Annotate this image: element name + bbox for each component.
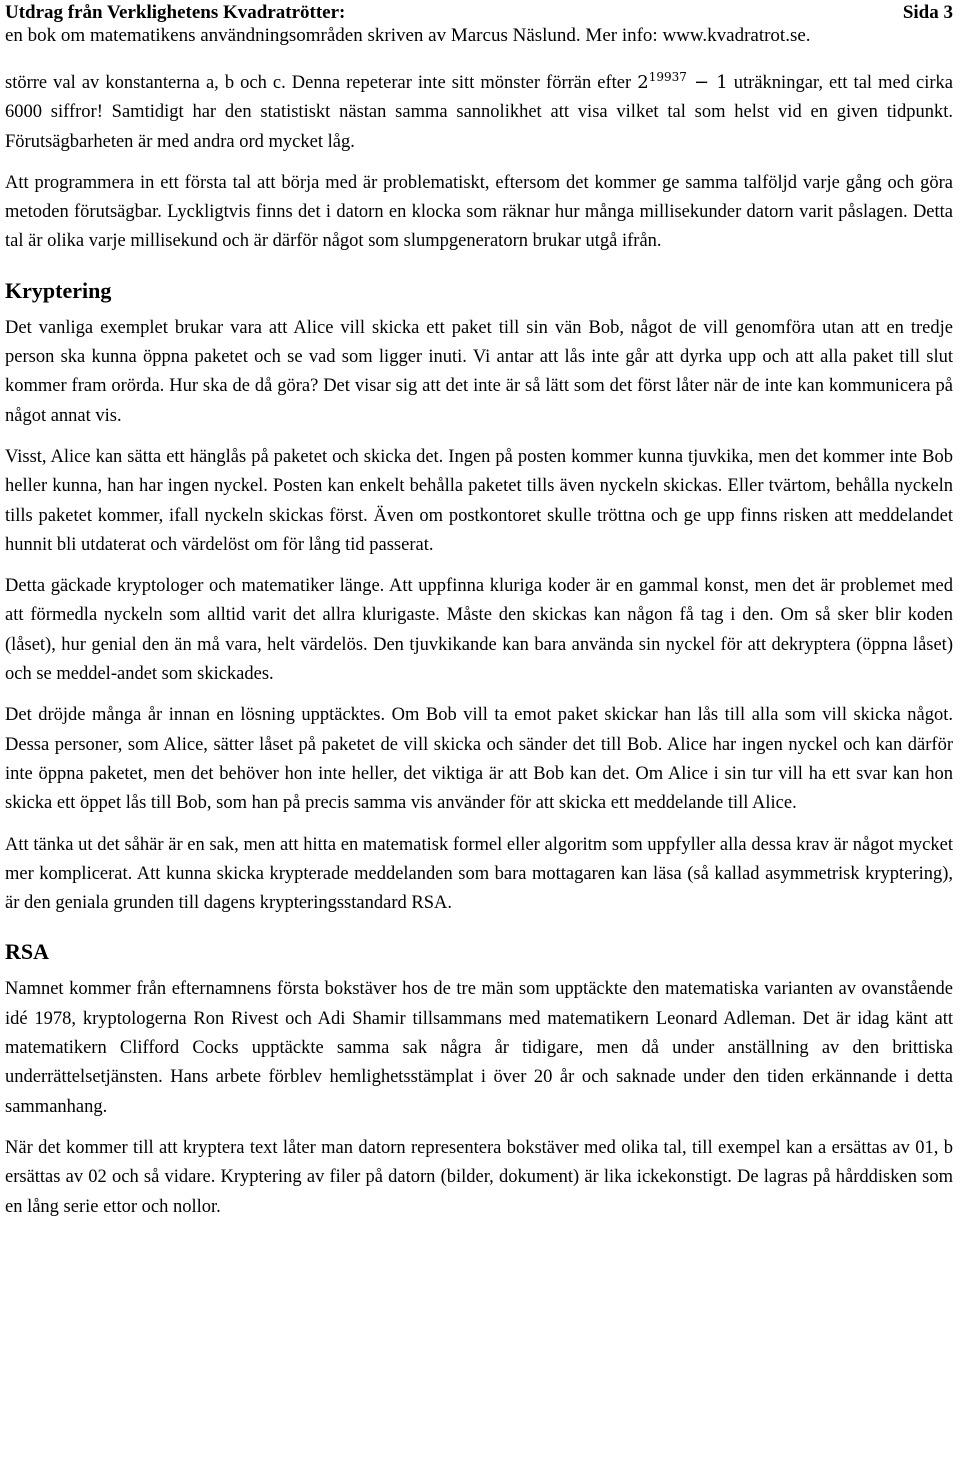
book-subtitle: en bok om matematikens användningsområden skriven av Marcus Näslund. Mer info: www.kvadratrot.se. <box>5 25 811 46</box>
kryptering-paragraph-5: Att tänka ut det såhär är en sak, men att hitta en matematisk formel eller algoritm som uppfyller alla dessa krav är något mycket mer komplicerat. Att kunna skicka krypterade meddelanden som bara mottagaren kan läsa (så kallad asymmetrisk kryptering), är den geniala grunden till dagens krypteringsstandard RSA. <box>5 834 953 914</box>
kryptering-paragraph-3: Detta gäckade kryptologer och matematiker länge. Att uppfinna kluriga koder är en gammal konst, men det är problemet med att förmedla nyckeln som alltid varit det allra klurigaste. Måste den skickas kan någon få tag i den. Om så sker blir koden (låset), hur genial den än må vara, helt värdelös. Den tjuvkikande kan bara använda sin nyckel för att dekryptera (öppna låset) och se meddel-andet som skickades. <box>5 576 953 685</box>
math-exponent: 19937 <box>648 70 687 84</box>
page-header <box>5 0 953 48</box>
page-number: Sida 3 <box>902 2 953 23</box>
header-row <box>5 2 953 24</box>
section-heading-rsa: RSA <box>5 939 50 965</box>
rsa-paragraph-1: Namnet kommer från efternamnens första bokstäver hos de tre män som upptäckte den matematiska varianten av ovanstående idé 1978, kryptologerna Ron Rivest och Adi Shamir tillsammans med matematikern Leonard Adleman. Det är idag känt att matematikern Clifford Cocks upptäckte samma sak några år tidigare, men då under anställning av den brittiska underrättelsetjänsten. Hans arbete förblev hemlighetsstämplat i över 20 år och saknade under den tiden erkännande i detta sammanhang. <box>5 979 953 1117</box>
kryptering-paragraph-1: Det vanliga exemplet brukar vara att Alice vill skicka ett paket till sin vän Bob, något de vill genomföra utan att en tredje person ska kunna öppna paketet och se vad som ligger inuti. Vi antar att lås inte går att dyrka upp och att alla paket till slut kommer fram orörda. Hur ska de då göra? Det visar sig att det inte är så lätt som det först låter när de inte kan kommunicera på något annat vis. <box>5 317 953 426</box>
math-base: 2 <box>637 72 649 93</box>
intro-paragraph-1 <box>5 68 953 157</box>
math-minus-one: − 1 <box>686 72 728 93</box>
section-heading-kryptering: Kryptering <box>5 277 112 303</box>
math-expression <box>637 72 727 93</box>
intro-text-before-math: större val av konstanterna a, b och c. Denna repeterar inte sitt mönster förrän efter <box>5 73 638 93</box>
intro-text-after-math: uträkningar, ett tal med cirka 6000 siffror! Samtidigt har den statistiskt nästan samma sannolikhet att visa vilket tal som helst vid en given tidpunkt. Förutsägbarheten är med andra ord mycket låg. <box>5 73 953 152</box>
rsa-paragraph-2: När det kommer till att kryptera text låter man datorn representera bokstäver med olika tal, till exempel kan a ersättas av 01, b ersättas av 02 och så vidare. Kryptering av filer på datorn (bilder, dokument) är lika ickekonstigt. De lagras på hårddisken som en lång serie ettor och nollor. <box>5 1137 953 1217</box>
kryptering-paragraph-2: Visst, Alice kan sätta ett hänglås på paketet och skicka det. Ingen på posten kommer kunna tjuvkika, men det kommer inte Bob heller kunna, han har ingen nyckel. Posten kan enkelt behålla paketet tills även nyckeln skickas. Eller tvärtom, behålla nyckeln tills paketet kommer, ifall nyckeln skickas först. Även om postkontoret skulle tröttna och ge upp finns risken att meddelandet hunnit bli utdaterat och värdelöst om för lång tid passerat. <box>5 446 953 555</box>
kryptering-paragraph-4: Det dröjde många år innan en lösning upptäcktes. Om Bob vill ta emot paket skickar han lås till alla som vill skicka något. Dessa personer, som Alice, sätter låset på paketet de vill skicka och sänder det till Bob. Alice har ingen nyckel och kan därför inte öppna paketet, men det behöver hon inte heller, det viktiga är att Bob kan det. Om Alice i sin tur vill ha ett svar kan hon skicka ett öppet lås till Bob, som han på precis samma vis använder för att skicka ett meddelande till Alice. <box>5 705 953 814</box>
book-title: Utdrag från Verklighetens Kvadratrötter: <box>5 2 346 23</box>
intro-paragraph-2: Att programmera in ett första tal att börja med är problematiskt, eftersom det kommer ge samma talföljd varje gång och göra metoden förutsägbar. Lyckligtvis finns det i datorn en klocka som räknar hur många millisekunder datorn varit påslagen. Detta tal är olika varje millisekund och är därför något som slumpgeneratorn brukar utgå ifrån. <box>5 172 953 252</box>
